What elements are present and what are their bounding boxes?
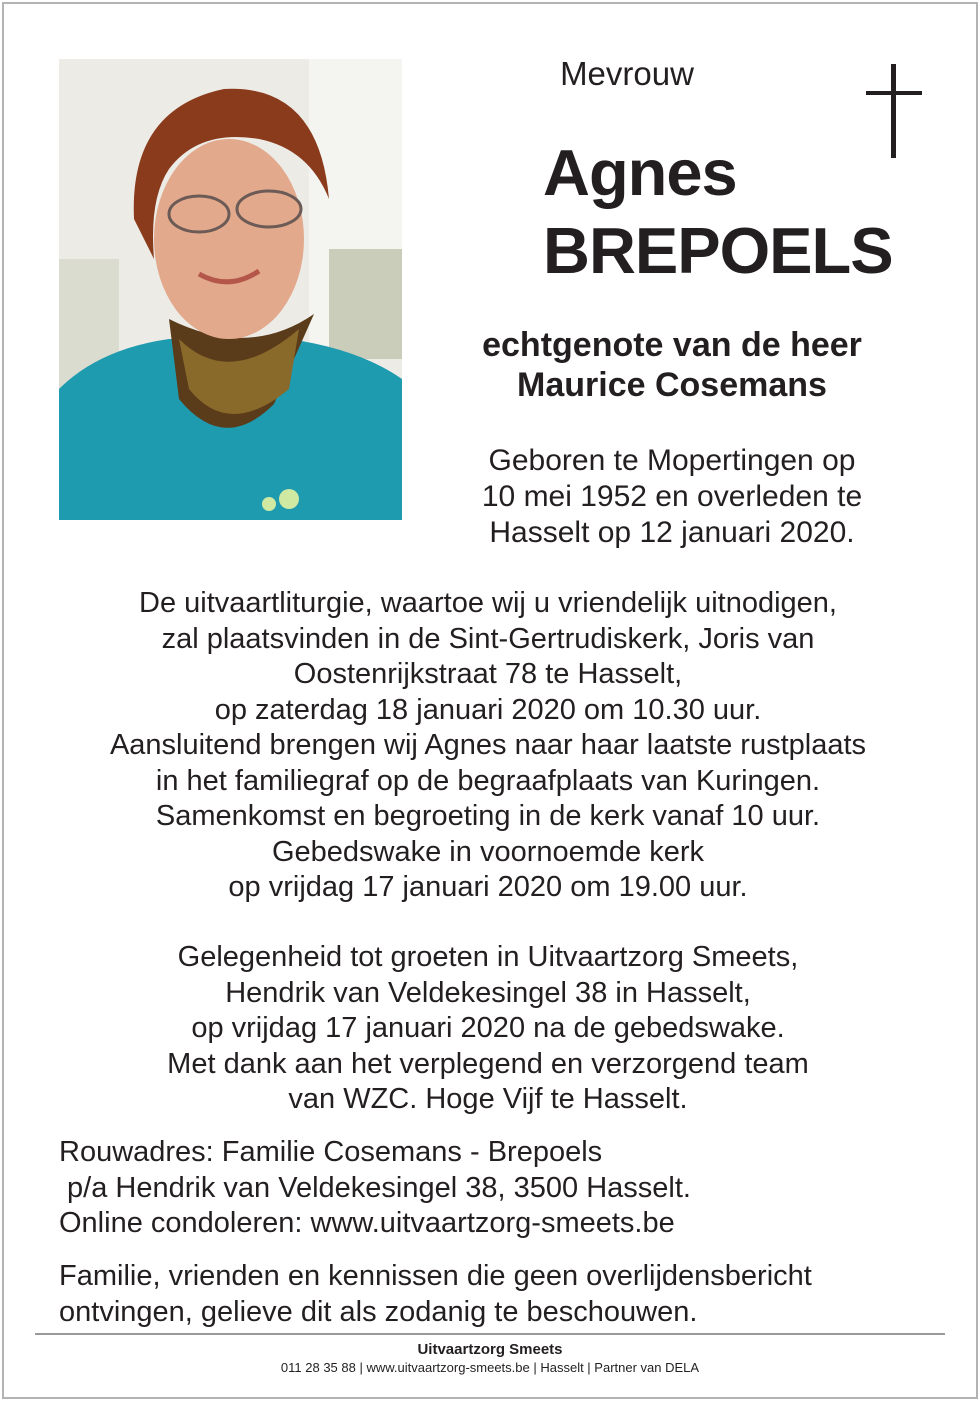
liturgy-line: De uitvaartliturgie, waartoe wij u vriendelijk uitnodigen, xyxy=(139,587,837,619)
greeting-line: Met dank aan het verplegend en verzorgend team xyxy=(167,1047,809,1080)
greeting-text xyxy=(0,940,976,1118)
liturgy-line: Aansluitend brengen wij Agnes naar haar laatste rustplaats xyxy=(109,729,867,761)
first-name: Agnes xyxy=(543,136,737,209)
mourning-address xyxy=(59,1135,959,1242)
deceased-name xyxy=(543,134,943,290)
condolence-link[interactable]: Online condoleren: www.uitvaartzorg-smeets.be xyxy=(59,1207,675,1239)
liturgy-line: Gebedswake in voornoemde kerk xyxy=(271,835,704,868)
birth-line: Hasselt op 12 januari 2020. xyxy=(489,516,855,549)
address-line: Rouwadres: Familie Cosemans - Brepoels xyxy=(59,1136,603,1168)
birth-line: 10 mei 1952 en overleden te xyxy=(481,480,863,513)
family-note-line: Familie, vrienden en kennissen die geen overlijdensbericht xyxy=(59,1260,812,1292)
birth-death-info xyxy=(422,443,922,551)
greeting-line: Gelegenheid tot groeten in Uitvaartzorg Smeets, xyxy=(177,941,799,973)
portrait-illustration xyxy=(59,59,402,520)
liturgy-line: Samenkomst en begroeting in de kerk vanaf 10 uur. xyxy=(155,800,821,832)
family-note-line: ontvingen, gelieve dit als zodanig te beschouwen. xyxy=(59,1295,698,1328)
last-name: BREPOELS xyxy=(543,214,893,287)
spouse-info xyxy=(432,325,912,405)
address-line: p/a Hendrik van Veldekesingel 38, 3500 Hasselt. xyxy=(59,1171,691,1204)
liturgy-line: op vrijdag 17 januari 2020 om 19.00 uur. xyxy=(228,871,748,903)
liturgy-line: op zaterdag 18 januari 2020 om 10.30 uur. xyxy=(214,693,762,726)
spouse-line: Maurice Cosemans xyxy=(517,366,827,404)
spouse-line: echtgenote van de heer xyxy=(482,326,862,364)
title: Mevrouw xyxy=(560,55,694,92)
greeting-line: Hendrik van Veldekesingel 38 in Hasselt, xyxy=(225,976,751,1009)
liturgy-text xyxy=(0,586,976,906)
liturgy-line: zal plaatsvinden in de Sint-Gertrudiskerk, Joris van xyxy=(161,622,815,655)
birth-line: Geboren te Mopertingen op xyxy=(488,444,856,477)
footer-company: Uitvaartzorg Smeets xyxy=(417,1341,563,1358)
footer-contact: 011 28 35 88 | www.uitvaartzorg-smeets.be | Hasselt | Partner van DELA xyxy=(280,1360,700,1375)
greeting-line: van WZC. Hoge Vijf te Hasselt. xyxy=(288,1083,688,1115)
liturgy-line: Oostenrijkstraat 78 te Hasselt, xyxy=(293,658,683,690)
family-note xyxy=(59,1259,959,1330)
liturgy-line: in het familiegraf op de begraafplaats van Kuringen. xyxy=(155,764,821,797)
greeting-line: op vrijdag 17 januari 2020 na de gebedswake. xyxy=(191,1012,785,1044)
portrait-photo xyxy=(59,59,402,520)
footer-divider xyxy=(35,1333,945,1335)
